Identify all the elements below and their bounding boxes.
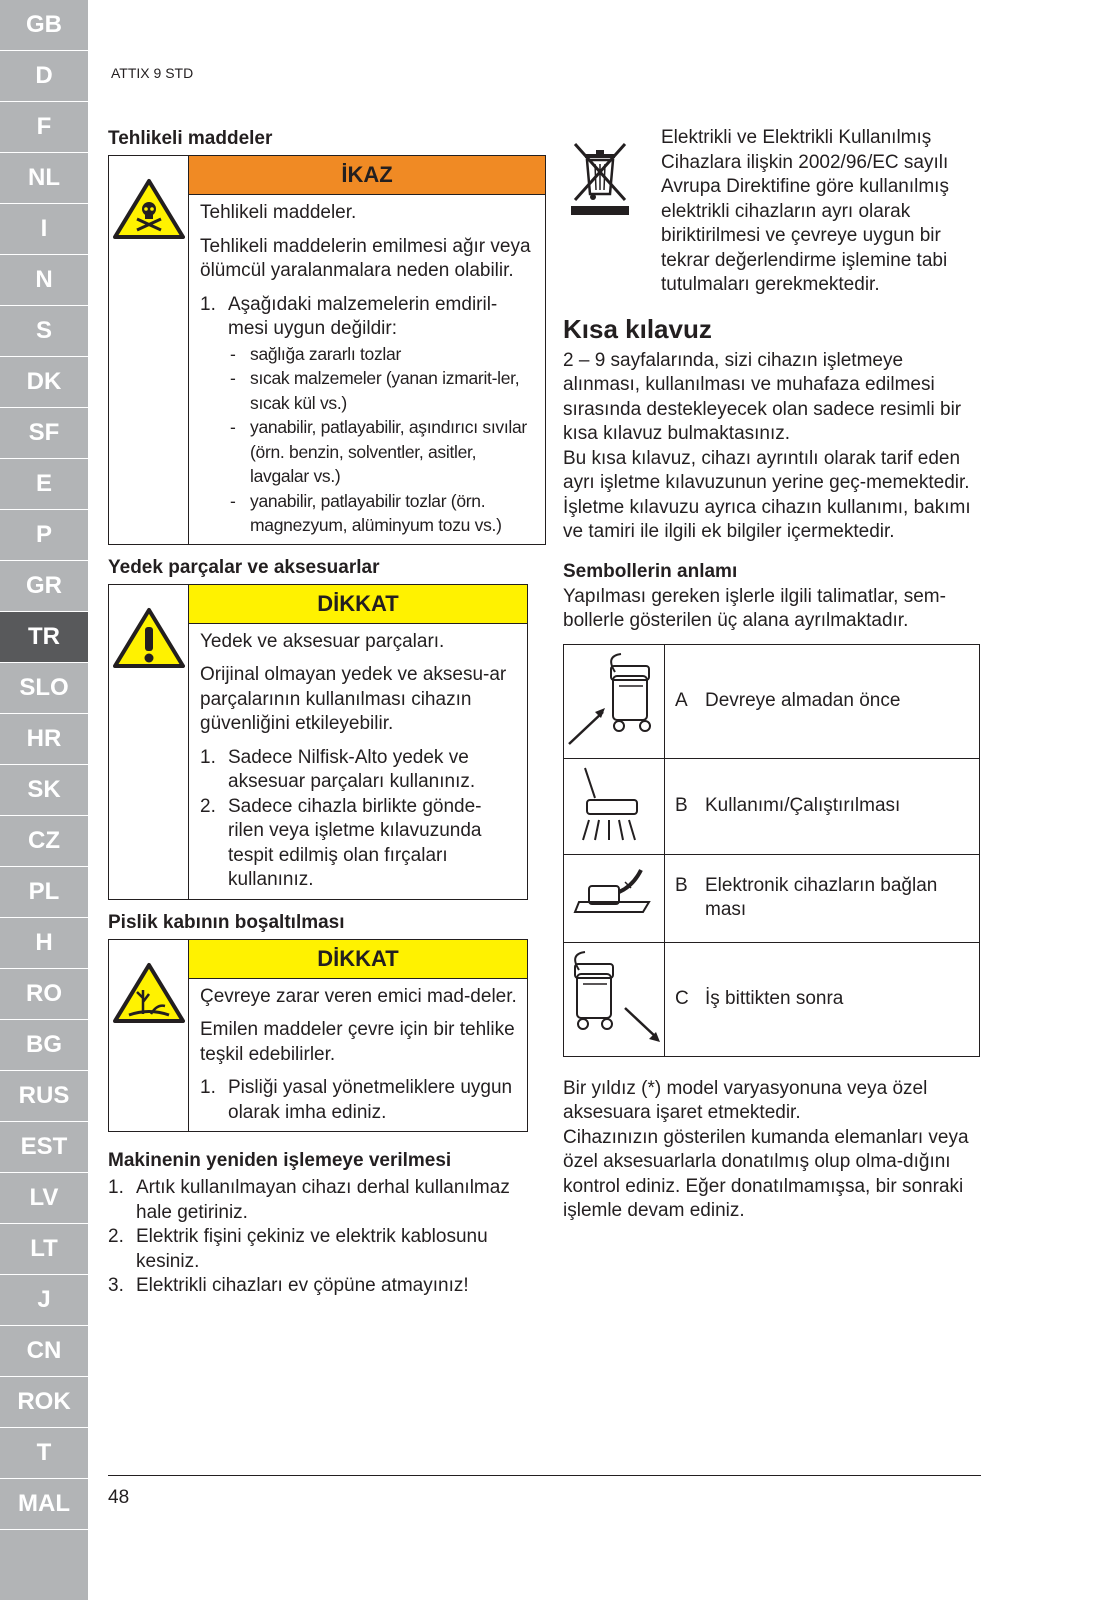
symbol-letter: C xyxy=(675,987,689,1009)
hazard-warning-box xyxy=(108,155,546,545)
symbol-letter: B xyxy=(675,874,688,896)
symbols-heading: Sembollerin anlamı xyxy=(563,560,738,582)
tab-n[interactable]: N xyxy=(0,255,88,306)
parts-item: 2. Sadece cihazla birlikte gönde-rilen veya işletme kılavuzunda tespit edilmiş olan fırçaları kullanınız. xyxy=(200,795,482,890)
crossed-bin-icon xyxy=(563,126,661,298)
container-warning-box xyxy=(108,939,528,1133)
hazard-line1: Tehlikeli maddeler. xyxy=(200,202,357,223)
container-item: 1. Pisliği yasal yönetmeliklere uygun olarak imha ediniz. xyxy=(200,1077,513,1123)
caution-banner: DİKKAT xyxy=(189,940,527,979)
hazard-line2: Tehlikeli maddelerin emilmesi ağır veya ölümcül yaralanmalara neden olabilir. xyxy=(200,235,531,281)
symbol-text: İş bittikten sonra xyxy=(705,987,844,1009)
guide-paragraph-1: 2 – 9 sayfalarında, sizi cihazın işletmeye alınması, kullanılması ve muhafaza edilmesi sırasında destekleyecek olan sadece resimli bir kısa kılavuz bulmaktasınız. xyxy=(563,349,962,444)
tab-f[interactable]: F xyxy=(0,102,88,153)
tab-s[interactable]: S xyxy=(0,306,88,357)
model-header: ATTIX 9 STD xyxy=(111,65,194,81)
symbol-letter: A xyxy=(675,689,688,711)
symbol-text: Elektronik cihazların bağlan ması xyxy=(705,874,938,920)
tab-est[interactable]: EST xyxy=(0,1122,88,1173)
guide-paragraph-2: Bu kısa kılavuz, cihazı ayrıntılı olarak tarif eden ayrı işletme kılavuzunun yerine geç-memektedir. İşletme kılavuzu ayrıca cihazın kullanımı, bakımı ve tamiri ile ilgili ek bilgiler içermektedir. xyxy=(563,447,971,542)
tab-lt[interactable]: LT xyxy=(0,1224,88,1275)
parts-heading: Yedek parçalar ve aksesuarlar xyxy=(108,556,380,578)
exclamation-warning-icon xyxy=(109,585,189,899)
weee-text: Elektrikli ve Elektrikli Kullanılmış Cihazlara ilişkin 2002/96/EC sayılı Avrupa Direktifine göre kullanılmış elektrikli cihazların ayrı olarak biriktirilmesi ve çevreye uygun bir tekrar değerlendirme işlemine tabi tutulmaları gerekmektedir. xyxy=(661,127,949,295)
tab-gb[interactable]: GB xyxy=(0,0,88,51)
parts-warning-box xyxy=(108,584,528,900)
floor-nozzle-icon xyxy=(564,758,665,854)
symbol-row xyxy=(564,644,980,758)
tab-rok[interactable]: ROK xyxy=(0,1377,88,1428)
language-sidebar xyxy=(0,0,88,1600)
tab-h[interactable]: H xyxy=(0,918,88,969)
weee-notice xyxy=(563,126,981,298)
tab-p[interactable]: P xyxy=(0,510,88,561)
environment-warning-icon xyxy=(109,940,189,1132)
tab-sk[interactable]: SK xyxy=(0,765,88,816)
power-tool-icon xyxy=(564,854,665,942)
symbols-table xyxy=(563,644,980,1057)
footer-divider xyxy=(108,1475,981,1476)
symbol-letter: B xyxy=(675,794,688,816)
symbol-row xyxy=(564,758,980,854)
left-column xyxy=(108,126,531,1299)
hazard-item: 1. Aşağıdaki malzemelerin emdiril-mesi uygun değildir: xyxy=(200,293,498,339)
tab-sf[interactable]: SF xyxy=(0,408,88,459)
toxic-warning-icon xyxy=(109,156,189,544)
tab-i[interactable]: I xyxy=(0,204,88,255)
caution-banner: DİKKAT xyxy=(189,585,527,624)
symbol-text: Kullanımı/Çalıştırılması xyxy=(705,794,901,816)
decommission-item: 2. Elektrik fişini çekiniz ve elektrik kablosunu kesiniz. xyxy=(108,1226,488,1272)
container-line2: Emilen maddeler çevre için bir tehlike teşkil edebilirler. xyxy=(200,1019,515,1065)
equipment-note: Cihazınızın gösterilen kumanda elemanları veya özel aksesuarlarla donatılmış olup olma-dığını kontrol ediniz. Eğer donatılmamışsa, bir sonraki işlemle devam ediniz. xyxy=(563,1126,969,1221)
asterisk-note: Bir yıldız (*) model varyasyonuna veya özel aksesuara işaret etmektedir. xyxy=(563,1077,928,1123)
symbol-row xyxy=(564,942,980,1056)
hazard-heading: Tehlikeli maddeler xyxy=(108,128,273,149)
tab-ro[interactable]: RO xyxy=(0,969,88,1020)
tab-d[interactable]: D xyxy=(0,51,88,102)
symbol-text: Devreye almadan önce xyxy=(705,689,901,711)
tab-slo[interactable]: SLO xyxy=(0,663,88,714)
right-column xyxy=(563,126,981,1224)
tab-pl[interactable]: PL xyxy=(0,867,88,918)
tab-bg[interactable]: BG xyxy=(0,1020,88,1071)
parts-line2: Orijinal olmayan yedek ve aksesu-ar parçalarının kullanılması cihazın güvenliğini etkileyebilir. xyxy=(200,664,507,734)
parts-item: 1. Sadece Nilfisk-Alto yedek ve aksesuar parçaları kullanınız. xyxy=(200,746,476,792)
tab-hr[interactable]: HR xyxy=(0,714,88,765)
tab-mal[interactable]: MAL xyxy=(0,1479,88,1530)
tab-cn[interactable]: CN xyxy=(0,1326,88,1377)
vacuum-arrow-in-icon xyxy=(564,644,665,758)
tab-rus[interactable]: RUS xyxy=(0,1071,88,1122)
symbols-intro: Yapılması gereken işlerle ilgili talimatlar, sem-bollerle gösterilen üç alana ayrılmaktadır. xyxy=(563,585,946,631)
page-number: 48 xyxy=(108,1487,130,1508)
tab-e[interactable]: E xyxy=(0,459,88,510)
tab-gr[interactable]: GR xyxy=(0,561,88,612)
tab-dk[interactable]: DK xyxy=(0,357,88,408)
container-line1: Çevreye zarar veren emici mad-deler. xyxy=(200,985,517,1007)
tab-tr[interactable]: TR xyxy=(0,612,88,663)
tab-cz[interactable]: CZ xyxy=(0,816,88,867)
warning-banner: İKAZ xyxy=(189,156,545,195)
decommission-item: 3. Elektrikli cihazları ev çöpüne atmayınız! xyxy=(108,1275,469,1296)
tab-lv[interactable]: LV xyxy=(0,1173,88,1224)
dash-item: - yanabilir, patlayabilir tozlar (örn. magnezyum, alüminyum tozu vs.) xyxy=(230,490,502,535)
container-heading: Pislik kabının boşaltılması xyxy=(108,911,345,933)
tab-nl[interactable]: NL xyxy=(0,153,88,204)
tab-t[interactable]: T xyxy=(0,1428,88,1479)
symbol-row xyxy=(564,854,980,942)
tab-j[interactable]: J xyxy=(0,1275,88,1326)
guide-heading: Kısa kılavuz xyxy=(563,313,712,344)
vacuum-arrow-out-icon xyxy=(564,942,665,1056)
dash-item: - sağlığa zararlı tozlar xyxy=(230,343,401,364)
dash-item: - yanabilir, patlayabilir, aşındırıcı sıvılar (örn. benzin, solventler, asitler, lavgalar vs.) xyxy=(230,417,527,486)
dash-item: - sıcak malzemeler (yanan izmarit-ler, sıcak kül vs.) xyxy=(230,368,520,413)
decommission-item: 1. Artık kullanılmayan cihazı derhal kullanılmaz hale getiriniz. xyxy=(108,1177,510,1223)
decommission-heading: Makinenin yeniden işlemeye verilmesi xyxy=(108,1150,452,1171)
parts-line1: Yedek ve aksesuar parçaları. xyxy=(200,630,445,652)
